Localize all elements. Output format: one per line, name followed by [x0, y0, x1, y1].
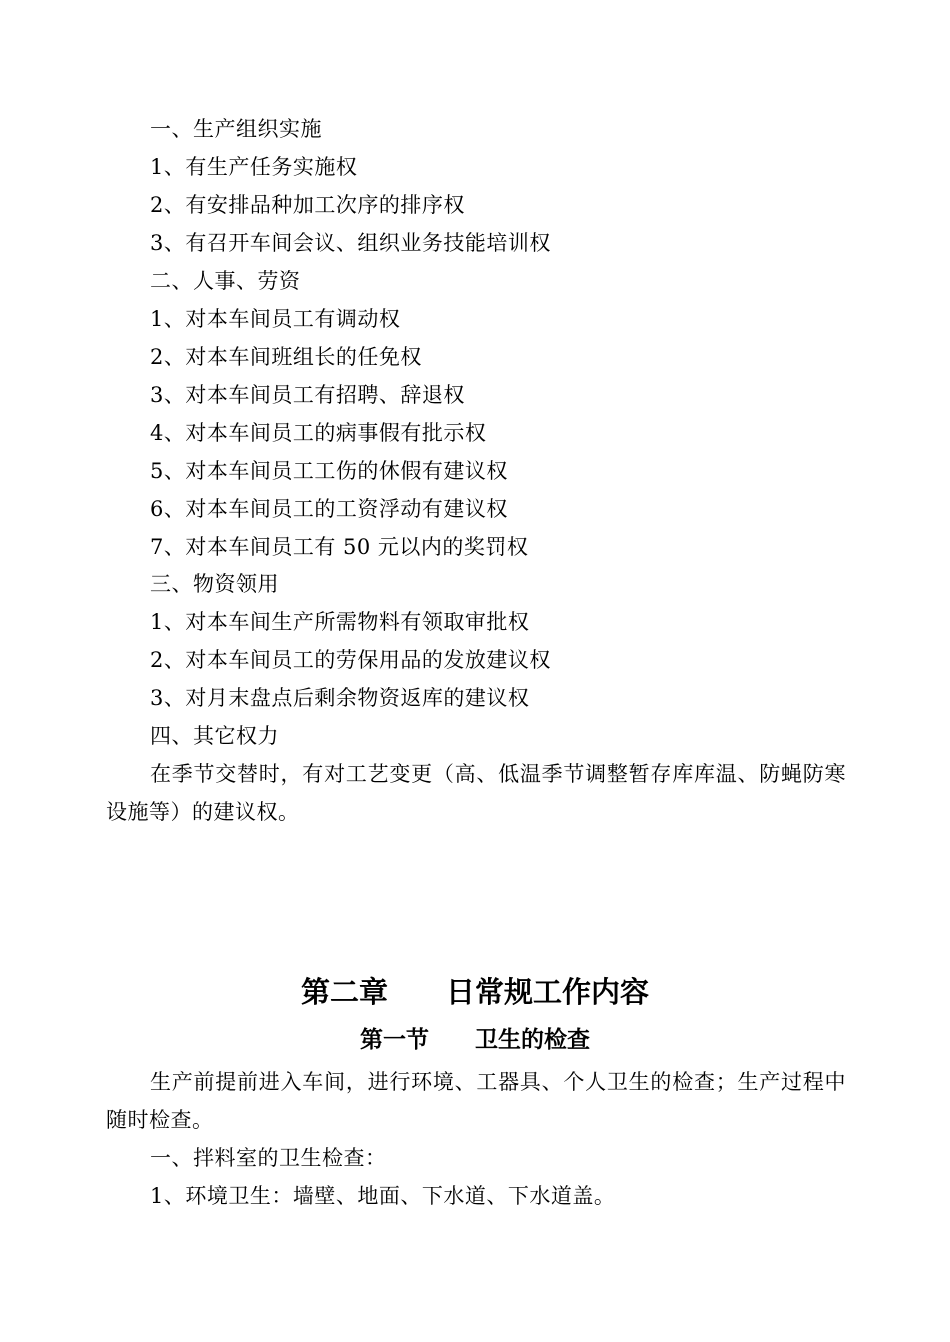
- list-item: 3、有召开车间会议、组织业务技能培训权: [150, 231, 551, 255]
- heading-other-rights: 四、其它权力: [150, 724, 279, 748]
- list-item: 1、对本车间生产所需物料有领取审批权: [150, 610, 530, 634]
- list-item: 2、有安排品种加工次序的排序权: [150, 193, 465, 217]
- list-item: 3、对月末盘点后剩余物资返库的建议权: [150, 686, 530, 710]
- list-item: 1、环境卫生：墙壁、地面、下水道、下水道盖。: [150, 1184, 616, 1208]
- list-item: 4、对本车间员工的病事假有批示权: [150, 421, 487, 445]
- list-item: 1、有生产任务实施权: [150, 155, 358, 179]
- list-item: 2、对本车间班组长的任免权: [150, 345, 422, 369]
- heading-material-requisition: 三、物资领用: [150, 572, 279, 596]
- section-title: 第一节 卫生的检查: [360, 1027, 590, 1053]
- chapter-title: 第二章 日常规工作内容: [300, 975, 649, 1009]
- heading-mixing-room: 一、拌料室的卫生检查：: [150, 1146, 387, 1170]
- list-item: 7、对本车间员工有 50 元以内的奖罚权: [150, 535, 529, 559]
- heading-production-organization: 一、生产组织实施: [150, 117, 322, 141]
- hygiene-paragraph: 生产前提前进入车间，进行环境、工器具、个人卫生的检查；生产过程中随时检查。: [106, 1070, 846, 1132]
- list-item: 1、对本车间员工有调动权: [150, 307, 401, 331]
- list-item: 5、对本车间员工工伤的休假有建议权: [150, 459, 508, 483]
- list-item: 2、对本车间员工的劳保用品的发放建议权: [150, 648, 551, 672]
- list-item: 3、对本车间员工有招聘、辞退权: [150, 383, 465, 407]
- seasonal-paragraph: 在季节交替时，有对工艺变更（高、低温季节调整暂存库库温、防蝇防寒设施等）的建议权。: [106, 762, 846, 824]
- list-item: 6、对本车间员工的工资浮动有建议权: [150, 497, 508, 521]
- heading-personnel-labor: 二、人事、劳资: [150, 269, 301, 293]
